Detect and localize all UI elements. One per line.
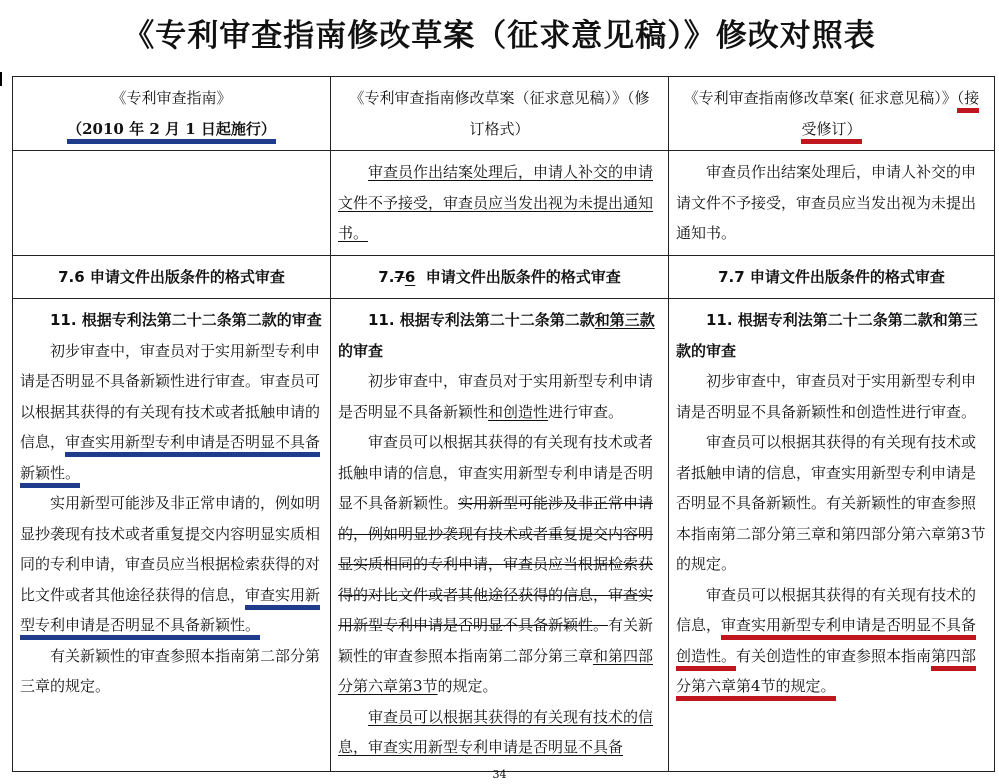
col2-p3-inserted: 审查员可以根据其获得的有关现有技术的信息，审查实用新型专利申请是否明显不具备: [338, 707, 654, 756]
header-col3-subtitle: 受修订）: [801, 120, 861, 144]
col2-p2-ref: 有关新颖性的审查参照本指南第二部分第三章: [338, 616, 654, 665]
col2-p2-end: 的规定。: [437, 677, 498, 695]
header-col2-title: 《专利审查指南修改草案（征求意见稿）》（修: [349, 89, 650, 107]
col3-heading: 11. 根据专利法第二十二条第二款和第三款的审查: [676, 311, 978, 360]
col2-p2-inserted: 和第四部分第六章第3节: [338, 646, 654, 695]
section-col2-prefix: 7.: [378, 267, 395, 286]
col1-p1-highlight: 审查实用新型专利申请是否明显不具备新颖性。: [20, 433, 320, 488]
header-col2-subtitle: 订格式）: [469, 119, 530, 138]
section-col2-deleted: 7: [394, 267, 405, 286]
content-col2: [331, 299, 669, 772]
row-content: [13, 299, 995, 772]
col2-p2: [338, 427, 661, 702]
col1-heading: 11. 根据专利法第二十二条第二款的审查: [50, 311, 322, 329]
section-col1: 7.6 申请文件出版条件的格式审查: [13, 255, 331, 299]
header-col1-title: 《专利审查指南》: [111, 89, 232, 107]
col2-heading-end: 的审查: [338, 341, 384, 360]
header-col3-title-mark: （接: [957, 89, 980, 113]
header-col1: [13, 77, 331, 151]
col3-p1: 初步审查中，审查员对于实用新型专利申请是否明显不具备新颖性和创造性进行审查。: [676, 372, 977, 421]
page-title: 《专利审查指南修改草案（征求意见稿）》修改对照表: [123, 18, 876, 54]
section-col2-inserted: 6: [404, 267, 416, 286]
page-number: 34: [492, 768, 507, 781]
col3-p3: [676, 580, 987, 702]
section-col2-rest: 申请文件出版条件的格式审查: [415, 267, 621, 286]
col3-p3-highlight2: 第四部分第六章第4节的规定。: [676, 647, 976, 702]
header-row: [13, 77, 995, 151]
col2-p1-inserted: 和创造性: [488, 402, 549, 421]
col3-p2: 审查员可以根据其获得的有关现有技术或者抵触申请的信息，审查实用新型专利申请是否明显不具备新颖性。有关新颖性的审查参照本指南第二部分第三章和第四部分第六章第3节的规定。: [676, 433, 986, 573]
section-row: [13, 255, 995, 299]
row-conclusion: [13, 151, 995, 256]
header-col3-title: 《专利审查指南修改草案( 征求意见稿）》: [683, 89, 957, 107]
col1-p2: [20, 488, 323, 641]
comparison-table: [12, 76, 995, 772]
col2-p2-deleted: 实用新型可能涉及非正常申请的，例如明显抄袭现有技术或者重复提交内容明显实质相同的专利申请，审查员应当根据检索获得的对比文件或者其他途径获得的信息，审查实用新型专利申请是否明显不具备新颖性。: [338, 494, 654, 634]
col3-p3-text2: 有关创造性的审查参照本指南: [736, 646, 932, 665]
col1-p2-text: 实用新型可能涉及非正常申请的，例如明显抄袭现有技术或者重复提交内容明显实质相同的专利申请，审查员应当根据检索获得的对比文件或者其他途径获得的信息，: [20, 494, 321, 604]
col2-heading-inserted: 和第三款: [594, 311, 655, 329]
col2-p2-text: 审查员可以根据其获得的有关现有技术或者抵触申请的信息，审查实用新型专利申请是否明显不具备新颖性。: [338, 433, 654, 512]
row1-col3: [669, 151, 995, 256]
col1-p1-text: 初步审查中，审查员对于实用新型专利申请是否明显不具备新颖性进行审查。审查员可以根据其获得的有关现有技术或者抵触申请的信息，: [20, 341, 321, 451]
row1-col2-text: 审查员作出结案处理后，申请人补交的申请文件不予接受，审查员应当发出视为未提出通知书。: [338, 163, 654, 242]
col2-heading: [338, 305, 661, 366]
col2-heading-text: 11. 根据专利法第二十二条第二款: [368, 311, 595, 329]
col1-p1: [20, 336, 323, 489]
header-col2: [331, 77, 669, 151]
content-col3: [669, 299, 995, 772]
col3-p3-highlight: 审查实用新型专利申请是否明显不具备创造性。: [676, 616, 976, 671]
section-col3: 7.7 申请文件出版条件的格式审查: [669, 255, 995, 299]
row1-col1: [13, 151, 331, 256]
col1-p2-highlight: 审查实用新型专利申请是否明显不具备新颖性。: [20, 586, 320, 641]
col3-p3-text: 审查员可以根据其获得的有关现有技术的信息，: [676, 585, 977, 634]
row1-col3-text: 审查员作出结案处理后，申请人补交的申请文件不予接受，审查员应当发出视为未提出通知书。: [676, 163, 977, 242]
col2-p1-text: 初步审查中，审查员对于实用新型专利申请是否明显不具备新颖性: [338, 372, 654, 421]
col2-p1: [338, 366, 661, 427]
row1-col2: [331, 151, 669, 256]
section-col2: [331, 255, 669, 299]
header-col3: [669, 77, 995, 151]
col2-p1-end: 进行审查。: [548, 402, 624, 421]
content-col1: [13, 299, 331, 772]
header-col1-date: （2010 年 2 月 1 日起施行）: [67, 120, 276, 144]
left-edge-mark: [0, 72, 2, 86]
col1-p3: 有关新颖性的审查参照本指南第二部分第三章的规定。: [20, 646, 321, 695]
